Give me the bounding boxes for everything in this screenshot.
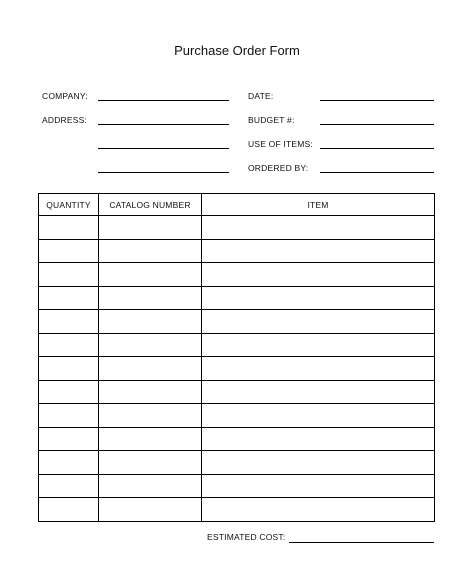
- table-row: [39, 427, 435, 451]
- catalog-number-cell[interactable]: [99, 263, 202, 287]
- table-row: [39, 380, 435, 404]
- date-field[interactable]: [320, 100, 434, 101]
- quantity-cell[interactable]: [39, 451, 99, 475]
- item-cell[interactable]: [202, 333, 435, 357]
- catalog-number-cell[interactable]: [99, 239, 202, 263]
- quantity-cell[interactable]: [39, 380, 99, 404]
- ordered-by-field[interactable]: [320, 172, 434, 173]
- estimated-cost-field[interactable]: [289, 542, 434, 543]
- catalog-number-cell[interactable]: [99, 333, 202, 357]
- table-row: [39, 310, 435, 334]
- table-row: [39, 451, 435, 475]
- catalog-number-cell[interactable]: [99, 357, 202, 381]
- table-header-row: [39, 194, 435, 216]
- quantity-cell[interactable]: [39, 286, 99, 310]
- catalog-number-cell[interactable]: [99, 404, 202, 428]
- use-of-items-field[interactable]: [320, 148, 434, 149]
- quantity-cell[interactable]: [39, 310, 99, 334]
- items-table-body: [39, 216, 435, 522]
- budget-field[interactable]: [320, 124, 434, 125]
- item-cell[interactable]: [202, 380, 435, 404]
- catalog-number-cell[interactable]: [99, 380, 202, 404]
- quantity-cell[interactable]: [39, 357, 99, 381]
- item-cell[interactable]: [202, 216, 435, 240]
- item-cell[interactable]: [202, 404, 435, 428]
- table-row: [39, 404, 435, 428]
- catalog-number-cell[interactable]: [99, 310, 202, 334]
- quantity-header: QUANTITY: [39, 194, 99, 216]
- items-table: [38, 193, 435, 522]
- item-cell[interactable]: [202, 357, 435, 381]
- catalog-number-cell[interactable]: [99, 286, 202, 310]
- estimated-cost-label: ESTIMATED COST:: [207, 532, 286, 542]
- ordered-by-label: ORDERED BY:: [248, 163, 309, 173]
- address-field-line-2[interactable]: [98, 148, 229, 149]
- table-row: [39, 357, 435, 381]
- company-label: COMPANY:: [42, 91, 88, 101]
- item-cell[interactable]: [202, 451, 435, 475]
- table-row: [39, 239, 435, 263]
- table-row: [39, 498, 435, 522]
- date-label: DATE:: [248, 91, 274, 101]
- quantity-cell[interactable]: [39, 427, 99, 451]
- item-cell[interactable]: [202, 239, 435, 263]
- quantity-cell[interactable]: [39, 333, 99, 357]
- catalog-number-cell[interactable]: [99, 427, 202, 451]
- item-header: ITEM: [202, 194, 435, 216]
- item-cell[interactable]: [202, 427, 435, 451]
- budget-label: BUDGET #:: [248, 115, 295, 125]
- table-row: [39, 263, 435, 287]
- catalog-number-header: CATALOG NUMBER: [99, 194, 202, 216]
- company-field[interactable]: [98, 100, 229, 101]
- table-row: [39, 333, 435, 357]
- catalog-number-cell[interactable]: [99, 474, 202, 498]
- address-field-line-3[interactable]: [98, 172, 229, 173]
- page-title: Purchase Order Form: [174, 43, 300, 58]
- address-field-line-1[interactable]: [98, 124, 229, 125]
- quantity-cell[interactable]: [39, 216, 99, 240]
- table-row: [39, 216, 435, 240]
- use-of-items-label: USE OF ITEMS:: [248, 139, 313, 149]
- table-row: [39, 474, 435, 498]
- catalog-number-cell[interactable]: [99, 451, 202, 475]
- quantity-cell[interactable]: [39, 239, 99, 263]
- quantity-cell[interactable]: [39, 474, 99, 498]
- catalog-number-cell[interactable]: [99, 216, 202, 240]
- table-row: [39, 286, 435, 310]
- catalog-number-cell[interactable]: [99, 498, 202, 522]
- address-label: ADDRESS:: [42, 115, 88, 125]
- quantity-cell[interactable]: [39, 404, 99, 428]
- quantity-cell[interactable]: [39, 263, 99, 287]
- item-cell[interactable]: [202, 310, 435, 334]
- item-cell[interactable]: [202, 498, 435, 522]
- item-cell[interactable]: [202, 286, 435, 310]
- item-cell[interactable]: [202, 474, 435, 498]
- item-cell[interactable]: [202, 263, 435, 287]
- quantity-cell[interactable]: [39, 498, 99, 522]
